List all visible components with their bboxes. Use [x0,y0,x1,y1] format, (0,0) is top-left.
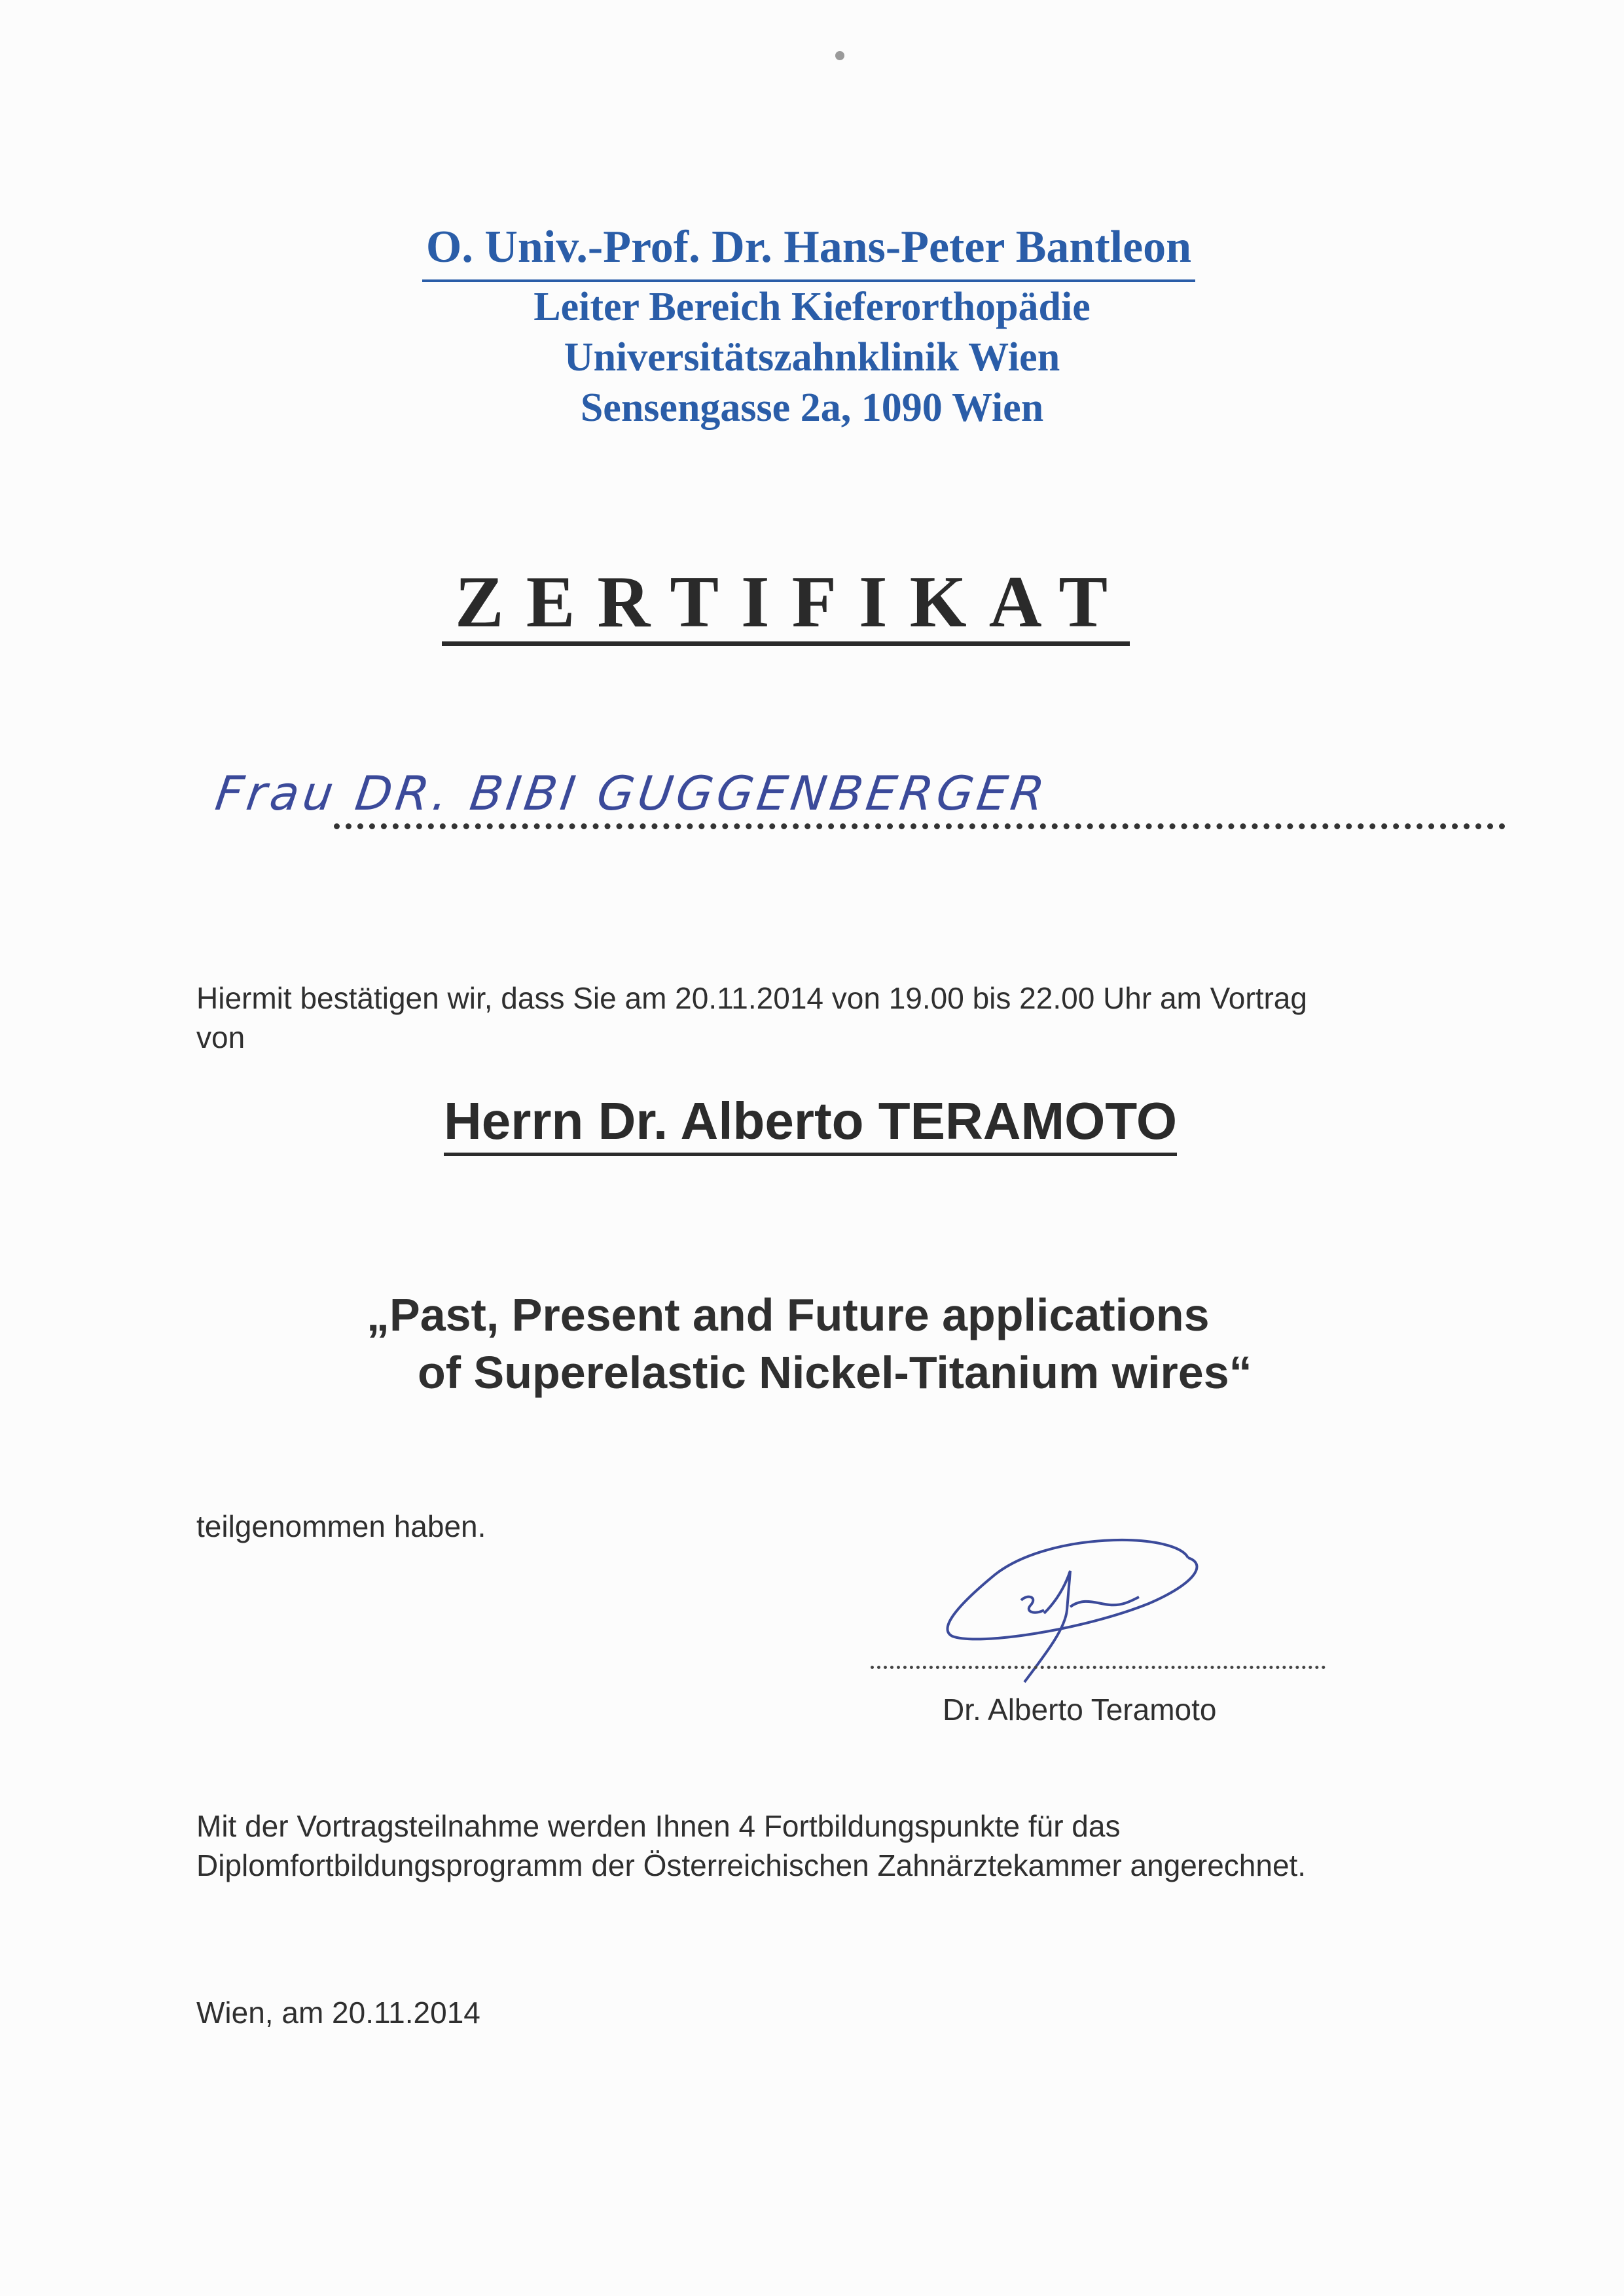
speaker-heading [0,1090,1624,1156]
confirmation-line-1: Hiermit bestätigen wir, dass Sie am 20.11.2014 von 19.00 bis 22.00 Uhr am Vortrag [196,981,1307,1015]
certificate-title-text: ZERTIFIKAT [442,563,1130,646]
lecture-title-line-1: „Past, Present and Future applications [367,1289,1210,1340]
handwritten-signature [913,1532,1201,1689]
confirmation-line-2: von [196,1020,245,1054]
confirmation-text [196,978,1440,1057]
letterhead-department: Leiter Bereich Kieferorthopädie [533,285,1091,329]
place-and-date: Wien, am 20.11.2014 [196,1996,480,2030]
points-line-1: Mit der Vortragsteilnahme werden Ihnen 4 Fortbildungspunkte für das [196,1809,1121,1843]
speaker-name: Herrn Dr. Alberto TERAMOTO [444,1090,1177,1156]
recipient-field [212,766,1296,857]
recipient-dotted-line [334,823,1506,829]
scan-speck [835,51,844,60]
participation-text: teilgenommen haben. [196,1509,486,1543]
signature-dotted-line [871,1666,1326,1669]
letterhead-institution: Universitätszahnklinik Wien [564,335,1060,380]
certificate-title [0,563,1624,646]
letterhead-name: O. Univ.-Prof. Dr. Hans-Peter Bantleon [422,219,1195,282]
points-text [196,1806,1473,1885]
points-line-2: Diplomfortbildungsprogramm der Österreichischen Zahnärztekammer angerechnet. [196,1848,1307,1882]
letterhead-address: Sensengasse 2a, 1090 Wien [580,386,1044,430]
lecture-title-line-2: of Superelastic Nickel-Titanium wires“ [418,1347,1252,1398]
recipient-handwritten-name: Frau DR. BIBI GUGGENBERGER [212,766,1052,821]
letterhead [0,219,1624,433]
lecture-title [367,1286,1322,1401]
signatory-name: Dr. Alberto Teramoto [943,1693,1217,1727]
